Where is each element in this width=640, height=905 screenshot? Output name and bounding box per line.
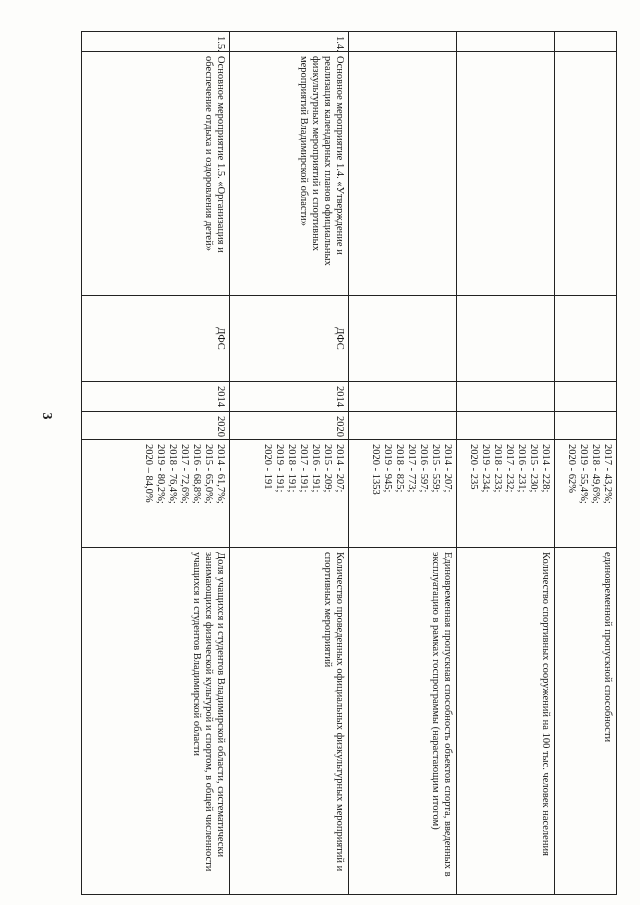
- activity-description: [457, 52, 555, 296]
- target-value: 2017 - 191;: [298, 444, 309, 493]
- executor: ДФС: [82, 296, 230, 382]
- target-value: 2014 - 207;: [334, 444, 345, 493]
- year-start: [555, 382, 617, 412]
- year-end: 2020: [82, 412, 230, 440]
- year-start: [457, 382, 555, 412]
- year-start: [349, 382, 457, 412]
- activity-description: [555, 52, 617, 296]
- table-row: [457, 32, 555, 895]
- target-value: 2017 - 773;: [406, 444, 417, 493]
- indicator: единовременной пропускной способности: [555, 548, 617, 895]
- target-value: 2015 - 559;: [430, 444, 441, 493]
- target-value: 2015 - 209;: [322, 444, 333, 493]
- target-value: 2016 - 191;: [310, 444, 321, 493]
- row-number: 1.4.: [230, 32, 349, 52]
- row-number: [349, 32, 457, 52]
- executor: [457, 296, 555, 382]
- document-sheet: [82, 31, 617, 894]
- target-value: 2017 - 72,6%;: [179, 444, 190, 504]
- target-value: 2014 - 228;: [540, 444, 551, 493]
- table-row: [349, 32, 457, 895]
- target-values: [457, 440, 555, 548]
- target-value: 2016 - 597;: [418, 444, 429, 493]
- target-value: 2019 - 945;: [382, 444, 393, 493]
- target-value: 2017 - 232;: [504, 444, 515, 493]
- target-values: [82, 440, 230, 548]
- year-end: [555, 412, 617, 440]
- executor: ДФС: [230, 296, 349, 382]
- target-values: [230, 440, 349, 548]
- row-number: [457, 32, 555, 52]
- activity-description: [349, 52, 457, 296]
- target-values: [555, 440, 617, 548]
- activity-description: Основное мероприятие 1.5. «Организация и обеспечение отдыха и оздоровления детей»: [82, 52, 230, 296]
- rotated-table-wrapper: [82, 31, 617, 894]
- target-values: [349, 440, 457, 548]
- executor: [555, 296, 617, 382]
- target-value: 2016 - 68,8%;: [191, 444, 202, 504]
- year-end: [349, 412, 457, 440]
- target-value: 2015 - 65,0%;: [203, 444, 214, 504]
- year-end: 2020: [230, 412, 349, 440]
- target-value: 2018 - 49,6%;: [590, 444, 601, 504]
- indicator: Единовременная пропускная способность объектов спорта, введенных в эксплуатацию в рамках госпрограммы (нарастающим итогом): [349, 548, 457, 895]
- program-table: [81, 31, 617, 895]
- target-value: 2018 - 825;: [394, 444, 405, 493]
- year-start: 2014: [230, 382, 349, 412]
- target-value: 2020 - 62%: [566, 444, 577, 493]
- indicator: Количество проведенных официальных физкультурных мероприятий и спортивных мероприятий: [230, 548, 349, 895]
- target-value: 2018 - 233;: [492, 444, 503, 493]
- target-value: 2018 - 191;: [286, 444, 297, 493]
- target-value: 2017 - 43,2%;: [602, 444, 613, 504]
- table-row: [82, 32, 230, 895]
- executor: [349, 296, 457, 382]
- target-value: 2020 - 235: [468, 444, 479, 490]
- indicator: Доля учащихся и студентов Владимирской области, систематически занимающихся физической культурой и спортом, в общей численности учащихся и студентов Владимирской области: [82, 548, 230, 895]
- year-start: 2014: [82, 382, 230, 412]
- target-value: 2018 - 76,4%;: [167, 444, 178, 504]
- target-value: 2020 – 84,0%: [143, 444, 154, 503]
- table-row: [555, 32, 617, 895]
- row-number: 1.5.: [82, 32, 230, 52]
- year-end: [457, 412, 555, 440]
- target-value: 2019 - 191;: [274, 444, 285, 493]
- target-value: 2019 - 55,4%;: [578, 444, 589, 504]
- indicator: Количество спортивных сооружений на 100 тыс. человек населения: [457, 548, 555, 895]
- page-number: 3: [39, 412, 54, 420]
- target-value: 2019 - 80,2%;: [155, 444, 166, 504]
- table-row: [230, 32, 349, 895]
- target-value: 2015 - 230;: [528, 444, 539, 493]
- target-value: 2020 - 191: [262, 444, 273, 490]
- target-value: 2019 - 234;: [480, 444, 491, 493]
- target-value: 2020 - 1353: [370, 444, 381, 495]
- target-value: 2014 - 207;: [442, 444, 453, 493]
- target-value: 2016 - 231;: [516, 444, 527, 493]
- activity-description: Основное мероприятие 1.4. «Утверждение и реализация календарных планов официальных физкультурных мероприятий и спортивных мероприятий Владимирской области»: [230, 52, 349, 296]
- row-number: [555, 32, 617, 52]
- target-value: 2014 - 61,7%;: [215, 444, 226, 504]
